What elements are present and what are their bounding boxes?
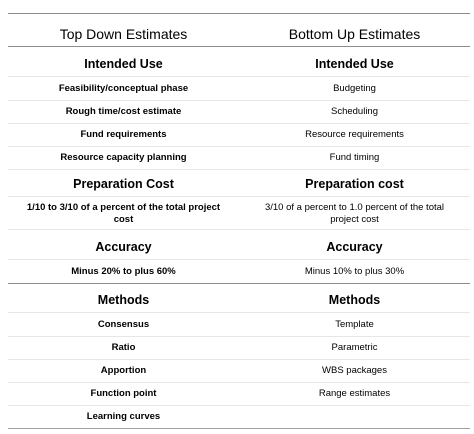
intended-use-right-item: Budgeting — [333, 83, 376, 94]
section-title-intended-use-left: Intended Use — [84, 57, 163, 71]
intended-use-right-item: Fund timing — [329, 152, 380, 163]
table-row — [8, 261, 470, 284]
preparation-cost-right-text: 3/10 of a percent to 1.0 percent of the total project cost — [264, 202, 445, 225]
accuracy-header-row — [8, 235, 470, 260]
methods-right-item: WBS packages — [322, 365, 387, 376]
accuracy-left-text: Minus 20% to plus 60% — [71, 266, 176, 277]
section-title-methods-right: Methods — [328, 293, 381, 307]
methods-left-item: Function point — [90, 388, 157, 399]
table-row — [8, 199, 470, 230]
table-row — [8, 101, 470, 124]
column-header-row — [8, 22, 470, 47]
methods-right-item: Range estimates — [318, 388, 391, 399]
table-row — [8, 337, 470, 360]
section-title-methods-left: Methods — [97, 293, 150, 307]
methods-left-item: Ratio — [111, 342, 136, 353]
intended-use-header-row — [8, 52, 470, 77]
table-row — [8, 78, 470, 101]
table-row — [8, 360, 470, 383]
table-row — [8, 314, 470, 337]
methods-header-row — [8, 288, 470, 313]
accuracy-right-text: Minus 10% to plus 30% — [304, 266, 405, 277]
table-row — [8, 406, 470, 428]
intended-use-left-item: Resource capacity planning — [60, 152, 187, 163]
section-title-accuracy-left: Accuracy — [95, 240, 152, 254]
section-title-preparation-cost-right: Preparation cost — [305, 177, 404, 191]
intended-use-left-item: Fund requirements — [80, 129, 167, 140]
methods-right-item: Parametric — [331, 342, 378, 353]
table-row — [8, 124, 470, 147]
methods-left-item: Consensus — [97, 319, 150, 330]
table-row — [8, 383, 470, 406]
methods-right-item: Template — [335, 319, 374, 330]
intended-use-left-item: Feasibility/conceptual phase — [58, 83, 189, 94]
top-rule — [8, 13, 470, 14]
preparation-cost-header-row — [8, 172, 470, 197]
section-title-intended-use-right: Intended Use — [315, 57, 394, 71]
intended-use-right-item: Resource requirements — [305, 129, 404, 140]
methods-left-item: Apportion — [100, 365, 147, 376]
methods-left-item: Learning curves — [86, 411, 161, 422]
preparation-cost-left-text: 1/10 to 3/10 of a percent of the total project cost — [26, 202, 221, 225]
section-title-accuracy-right: Accuracy — [326, 240, 383, 254]
bottom-rule — [8, 428, 470, 429]
table-row — [8, 147, 470, 170]
column-header-top-down: Top Down Estimates — [59, 26, 188, 42]
section-title-preparation-cost-left: Preparation Cost — [73, 177, 174, 191]
intended-use-left-item: Rough time/cost estimate — [65, 106, 182, 117]
column-header-bottom-up: Bottom Up Estimates — [288, 26, 421, 42]
intended-use-right-item: Scheduling — [330, 106, 378, 117]
